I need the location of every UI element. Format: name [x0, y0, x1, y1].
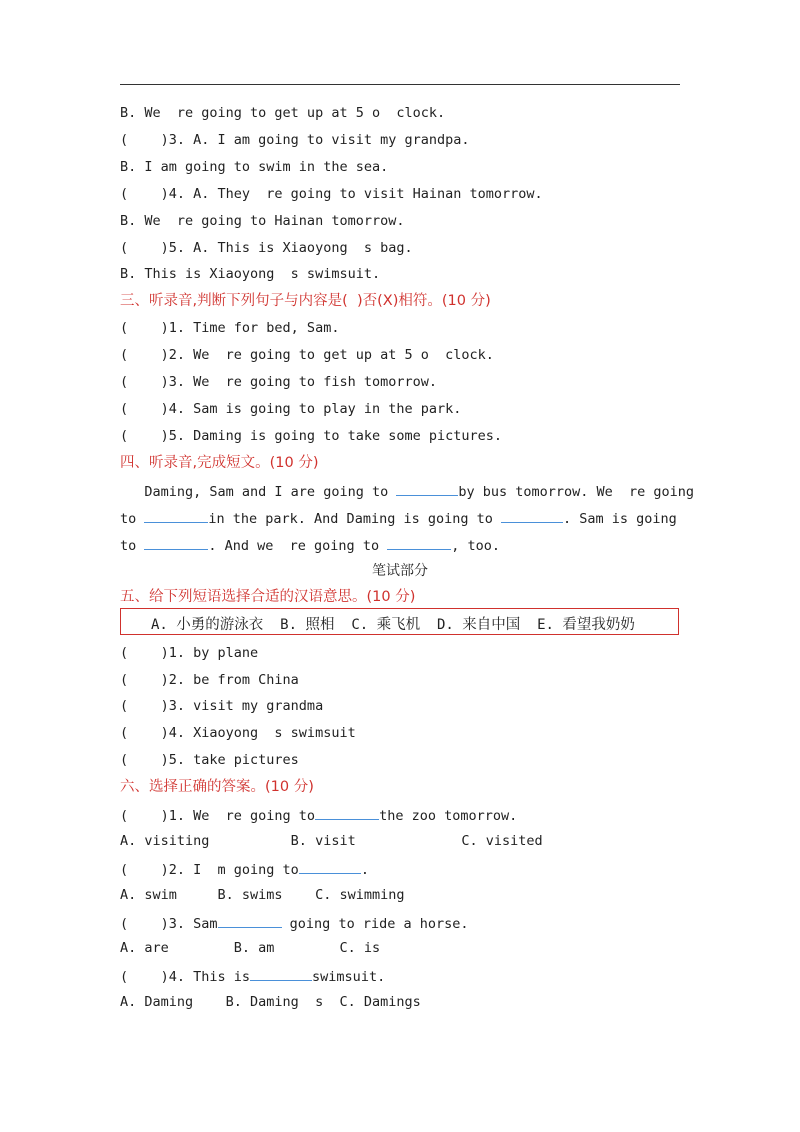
- question-line: ( )2. I m going to .: [120, 862, 369, 878]
- question-line: ( )5. A. This is Xiaoyong s bag.: [120, 240, 413, 256]
- fill-blank[interactable]: [250, 967, 312, 981]
- list-item: ( )1. Time for bed, Sam.: [120, 320, 340, 336]
- answer-line: B. This is Xiaoyong s swimsuit.: [120, 266, 381, 282]
- fill-blank[interactable]: [315, 806, 379, 820]
- answer-line: B. I am going to swim in the sea.: [120, 159, 389, 175]
- question-line: ( )4. A. They re going to visit Hainan tomorrow.: [120, 186, 543, 202]
- section-3-title: 三、听录音,判断下列句子与内容是( )否(X)相符。(10 分): [120, 293, 491, 309]
- list-item: ( )1. by plane: [120, 645, 259, 661]
- passage-line: Daming, Sam and I are going to by bus tomorrow. We re going: [120, 484, 695, 500]
- list-item: ( )4. Xiaoyong s swimsuit: [120, 725, 356, 741]
- fill-blank[interactable]: [501, 509, 563, 523]
- question-line: ( )1. We re going to the zoo tomorrow.: [120, 808, 518, 824]
- question-line: ( )3. Sam going to ride a horse.: [120, 916, 469, 932]
- options-line: A. are B. am C. is: [120, 940, 381, 956]
- list-item: ( )2. be from China: [120, 672, 299, 688]
- question-line: ( )3. A. I am going to visit my grandpa.: [120, 132, 470, 148]
- list-item: ( )4. Sam is going to play in the park.: [120, 401, 462, 417]
- options-box: [120, 608, 679, 635]
- answer-line: B. We re going to get up at 5 o clock.: [120, 105, 446, 121]
- list-item: ( )5. take pictures: [120, 752, 299, 768]
- written-part-heading: 笔试部分: [372, 563, 428, 579]
- fill-blank[interactable]: [144, 536, 208, 550]
- question-line: ( )4. This is swimsuit.: [120, 969, 386, 985]
- answer-line: B. We re going to Hainan tomorrow.: [120, 213, 405, 229]
- passage-line: to . And we re going to , too.: [120, 538, 500, 554]
- options-row: A. 小勇的游泳衣 B. 照相 C. 乘飞机 D. 来自中国 E. 看望我奶奶: [151, 617, 635, 633]
- options-line: A. swim B. swims C. swimming: [120, 887, 405, 903]
- section-6-title: 六、选择正确的答案。(10 分): [120, 779, 314, 795]
- list-item: ( )3. We re going to fish tomorrow.: [120, 374, 437, 390]
- fill-blank[interactable]: [299, 860, 361, 874]
- list-item: ( )5. Daming is going to take some pictures.: [120, 428, 503, 444]
- options-line: A. visiting B. visit C. visited: [120, 833, 543, 849]
- options-line: A. Daming B. Daming s C. Damings: [120, 994, 421, 1010]
- section-4-title: 四、听录音,完成短文。(10 分): [120, 455, 319, 471]
- top-rule: [120, 84, 680, 85]
- list-item: ( )3. visit my grandma: [120, 698, 324, 714]
- fill-blank[interactable]: [387, 536, 451, 550]
- passage-line: to in the park. And Daming is going to . Sam is going: [120, 511, 677, 527]
- list-item: ( )2. We re going to get up at 5 o clock.: [120, 347, 494, 363]
- fill-blank[interactable]: [144, 509, 208, 523]
- section-5-title: 五、给下列短语选择合适的汉语意思。(10 分): [120, 589, 416, 605]
- fill-blank[interactable]: [396, 482, 458, 496]
- fill-blank[interactable]: [218, 914, 282, 928]
